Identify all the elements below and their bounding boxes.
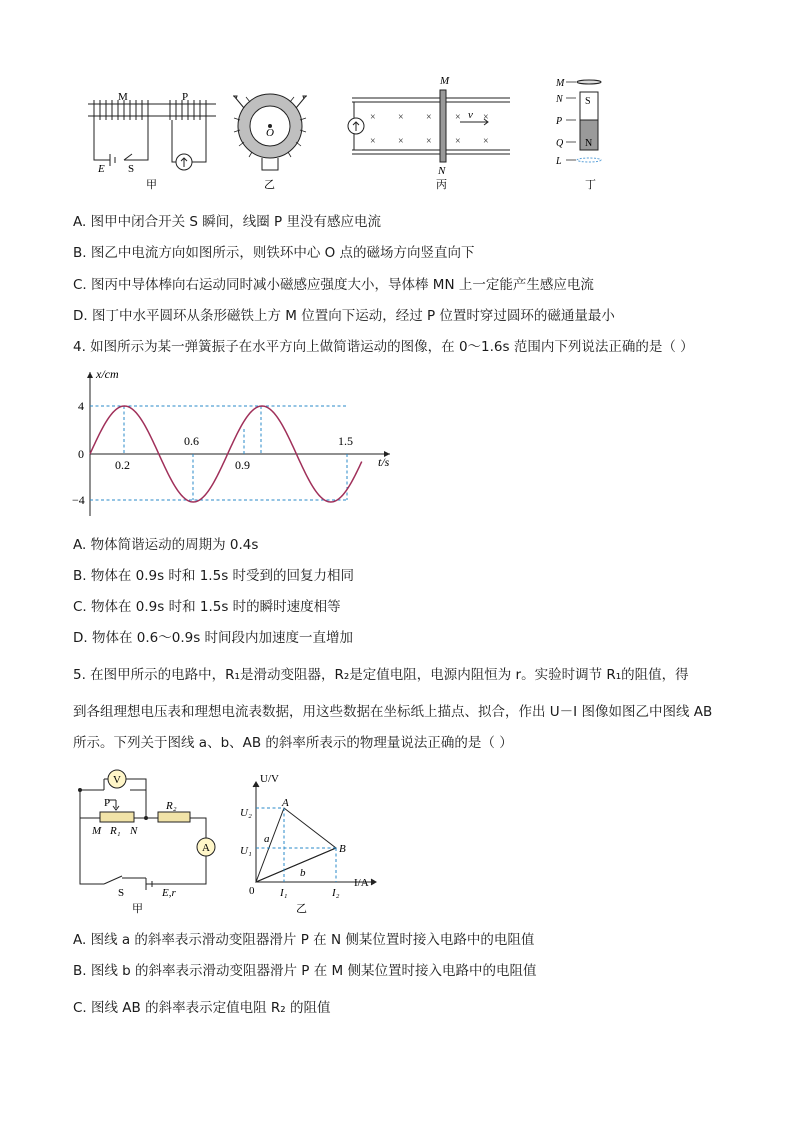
- figure-ding: [566, 80, 601, 162]
- circuit-R1: R₁: [110, 825, 121, 837]
- circuit-A: A: [202, 842, 210, 854]
- q4-option-d: D. 物体在 0.6～0.9s 时间段内加速度一直增加: [73, 630, 354, 646]
- q5-option-b: B. 图线 b 的斜率表示滑动变阻器滑片 P 在 M 侧某位置时接入电路中的电阻值: [73, 963, 537, 979]
- ding-L: L: [556, 156, 562, 167]
- svg-text:×: ×: [455, 136, 461, 147]
- q3-option-a: A. 图甲中闭合开关 S 瞬间，线圈 P 里没有感应电流: [73, 214, 381, 230]
- jia-caption: 甲: [146, 179, 157, 191]
- q4-ytick-0: 0: [78, 447, 84, 461]
- q5-stem-line2: 到各组理想电压表和理想电流表数据，用这些数据在坐标纸上描点、拟合，作出 U－I 图像如图乙中图线 AB: [73, 704, 713, 720]
- q4-xmark-1.5: 1.5: [338, 434, 353, 448]
- ding-Q: Q: [556, 138, 564, 149]
- q4-xlabel: t/s: [378, 455, 390, 469]
- circuit-caption: 甲: [132, 903, 143, 915]
- svg-text:×: ×: [398, 112, 404, 123]
- ui-B: B: [339, 843, 346, 855]
- ui-I2: I₂: [332, 887, 340, 899]
- q4-ylabel: x/cm: [96, 367, 119, 381]
- svg-text:×: ×: [370, 112, 376, 123]
- q4-xmark-0.2: 0.2: [115, 458, 130, 472]
- ding-caption: 丁: [585, 179, 596, 191]
- q4-stem: 4. 如图所示为某一弹簧振子在水平方向上做简谐运动的图像，在 0～1.6s 范围内下列说法正确的是（ ）: [73, 339, 694, 355]
- q4-option-b: B. 物体在 0.9s 时和 1.5s 时受到的回复力相同: [73, 568, 355, 584]
- svg-text:×: ×: [398, 136, 404, 147]
- q3-option-b: B. 图乙中电流方向如图所示，则铁环中心 O 点的磁场方向竖直向下: [73, 245, 475, 261]
- q4-graph: [72, 366, 402, 526]
- ui-A: A: [282, 797, 289, 809]
- q3-option-c: C. 图丙中导体棒向右运动同时减小磁感应强度大小，导体棒 MN 上一定能产生感应电流: [73, 277, 594, 293]
- ding-Npole: N: [585, 138, 593, 149]
- yi-caption: 乙: [264, 179, 275, 191]
- ui-a: a: [264, 833, 270, 845]
- bing-caption: 丙: [436, 179, 447, 191]
- q4-ytick-4: 4: [78, 399, 84, 413]
- q5-circuit: [74, 766, 224, 916]
- q5-option-c: C. 图线 AB 的斜率表示定值电阻 R₂ 的阻值: [73, 1000, 331, 1016]
- circuit-V: V: [113, 774, 121, 786]
- bing-N: N: [438, 165, 446, 177]
- ui-U1: U₁: [240, 845, 252, 857]
- svg-text:×: ×: [426, 112, 432, 123]
- yi-O: O: [266, 127, 274, 139]
- ui-U2: U₂: [240, 807, 252, 819]
- bing-v: v: [468, 109, 473, 121]
- circuit-M: M: [92, 825, 102, 837]
- circuit-P: P: [104, 797, 111, 809]
- ui-caption: 乙: [296, 903, 307, 915]
- circuit-R2: R₂: [166, 800, 177, 812]
- jia-M: M: [118, 91, 128, 103]
- circuit-S: S: [118, 887, 125, 899]
- svg-text:×: ×: [370, 136, 376, 147]
- q4-option-a: A. 物体简谐运动的周期为 0.4s: [73, 537, 259, 553]
- jia-E: E: [98, 163, 105, 175]
- q4-option-c: C. 物体在 0.9s 时和 1.5s 时的瞬时速度相等: [73, 599, 341, 615]
- q5-stem-line3: 所示。下列关于图线 a、b、AB 的斜率所表示的物理量说法正确的是（ ）: [73, 735, 513, 751]
- bing-M: M: [440, 75, 450, 87]
- ui-xlabel: I/A: [354, 877, 369, 889]
- ding-S: S: [585, 96, 591, 107]
- q5-ui-graph: [236, 770, 386, 918]
- circuit-Er: E,r: [162, 887, 176, 899]
- jia-S: S: [128, 163, 135, 175]
- q4-xmark-0.9: 0.9: [235, 458, 250, 472]
- ding-N: N: [556, 94, 563, 105]
- ui-ylabel: U/V: [260, 773, 279, 785]
- q3-option-d: D. 图丁中水平圆环从条形磁铁上方 M 位置向下运动，经过 P 位置时穿过圆环的磁通量最小: [73, 308, 615, 324]
- figure-row-top: [80, 70, 640, 200]
- q5-option-a: A. 图线 a 的斜率表示滑动变阻器滑片 P 在 N 侧某位置时接入电路中的电阻值: [73, 932, 535, 948]
- svg-text:×: ×: [483, 136, 489, 147]
- jia-P: P: [182, 91, 189, 103]
- q4-ytick-neg4: −4: [72, 493, 85, 507]
- svg-text:×: ×: [426, 136, 432, 147]
- svg-text:×: ×: [455, 112, 461, 123]
- ui-b: b: [300, 867, 306, 879]
- circuit-N: N: [130, 825, 138, 837]
- ding-P: P: [556, 116, 563, 127]
- q4-xmark-0.6: 0.6: [184, 434, 199, 448]
- ui-origin: 0: [249, 885, 255, 897]
- figure-jia: [88, 100, 216, 170]
- figure-bing: [348, 90, 510, 162]
- q5-stem-line1: 5. 在图甲所示的电路中，R₁是滑动变阻器，R₂是定值电阻，电源内阻恒为 r。实验时调节 R₁的阻值，得: [73, 667, 689, 683]
- ding-M: M: [556, 78, 565, 89]
- svg-text:×: ×: [483, 112, 489, 123]
- ui-I1: I₁: [280, 887, 288, 899]
